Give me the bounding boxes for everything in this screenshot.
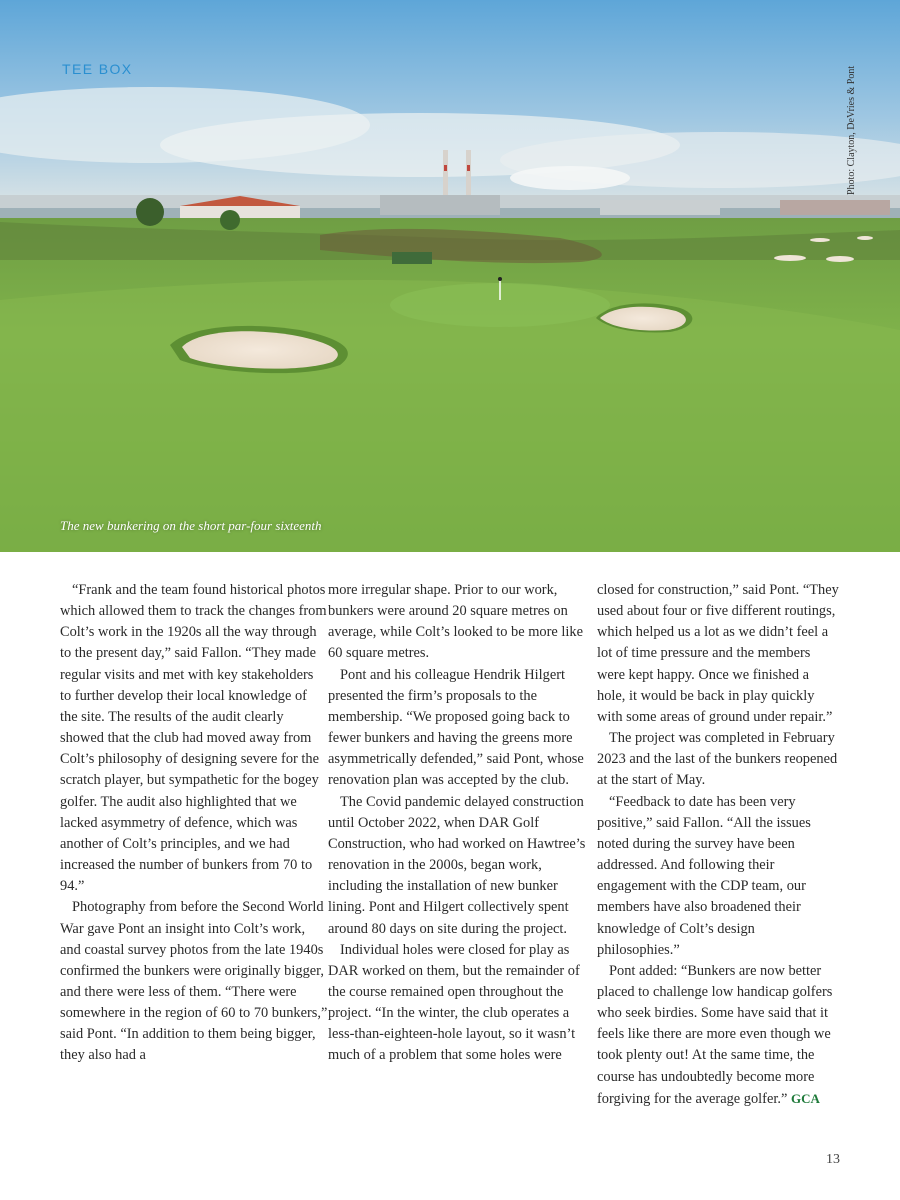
paragraph: The Covid pandemic delayed construction until October 2022, when DAR Golf Construction, who had worked on Hawtree’s renovation in the 2000s, began work, including the installation of new bunker lining. Pont and Hilgert collectively spent around 80 days on site during the project. bbox=[328, 793, 586, 937]
paragraph: Pont and his colleague Hendrik Hilgert presented the firm’s proposals to the membership. “We proposed going back to fewer bunkers and having the greens more asymmetrically defended,” said Pont, whose renovation plan was accepted by the club. bbox=[328, 666, 584, 789]
paragraph: Individual holes were closed for play as DAR worked on them, but the remainder of the course remained open throughout the project. “In the winter, the club operates a less-than-eighteen-hole layout, so it wasn’t much of a problem that some holes were bbox=[328, 941, 580, 1064]
article-column-2 bbox=[328, 580, 597, 1110]
article-column-3 bbox=[597, 580, 840, 1110]
paragraph: Photography from before the Second World War gave Pont an insight into Colt’s work, and coastal survey photos from the late 1940s confirmed the bunkers were originally bigger, and there were less of them. “There were somewhere in the region of 60 to 70 bunkers,” said Pont. “In addition to them being bigger, they also had a bbox=[60, 899, 328, 1064]
paragraph-continued: more irregular shape. Prior to our work, bunkers were around 20 square metres on average, while Colt’s looked to be more like 60 square metres. bbox=[328, 582, 583, 662]
article-body bbox=[60, 580, 840, 1110]
page-number: 13 bbox=[826, 1152, 840, 1167]
end-mark: GCA bbox=[790, 1090, 820, 1106]
photo-caption: The new bunkering on the short par-four sixteenth bbox=[60, 518, 322, 533]
paragraph-final bbox=[597, 961, 840, 1110]
paragraph: The project was completed in February 2023 and the last of the bunkers reopened at the start of May. bbox=[597, 730, 838, 789]
paragraph-continued: closed for construction,” said Pont. “They used about four or five different routings, which helped us a lot as we didn’t feel a lot of time pressure and the members were kept happy. Once we finished a hole, it would be back in play quickly with some areas of ground under repair.” bbox=[597, 582, 839, 725]
hero-photo bbox=[0, 0, 900, 552]
photo-credit: Photo: Clayton, DeVries & Pont bbox=[846, 65, 857, 195]
final-paragraph-text: Pont added: “Bunkers are now better placed to challenge low handicap golfers who seek birdies. Some have said that it feels like there are more even though we took plenty out! At the same time, the course has undoubtedly become more forgiving for the average golfer.” bbox=[597, 962, 833, 1107]
paragraph: “Frank and the team found historical photos which allowed them to track the changes from Colt’s work in the 1920s all the way through to the present day,” said Fallon. “They made regular visits and met with key stakeholders to further develop their local knowledge of the site. The results of the audit clearly showed that the club had moved away from Colt’s philosophy of designing severe for the scratch player, but sympathetic for the bogey golfer. The audit also highlighted that we lacked asymmetry of defence, which was another of Colt’s principles, and we had increased the number of bunkers from 70 to 94.” bbox=[60, 582, 327, 895]
section-tag: TEE BOX bbox=[62, 61, 133, 77]
article-column-1 bbox=[60, 580, 328, 1110]
golf-course-photo bbox=[0, 0, 900, 552]
paragraph: “Feedback to date has been very positive,” said Fallon. “All the issues noted during the survey have been addressed. And following their engagement with the CDP team, our members have also broadened their knowledge of Colt’s design philosophies.” bbox=[597, 793, 811, 958]
